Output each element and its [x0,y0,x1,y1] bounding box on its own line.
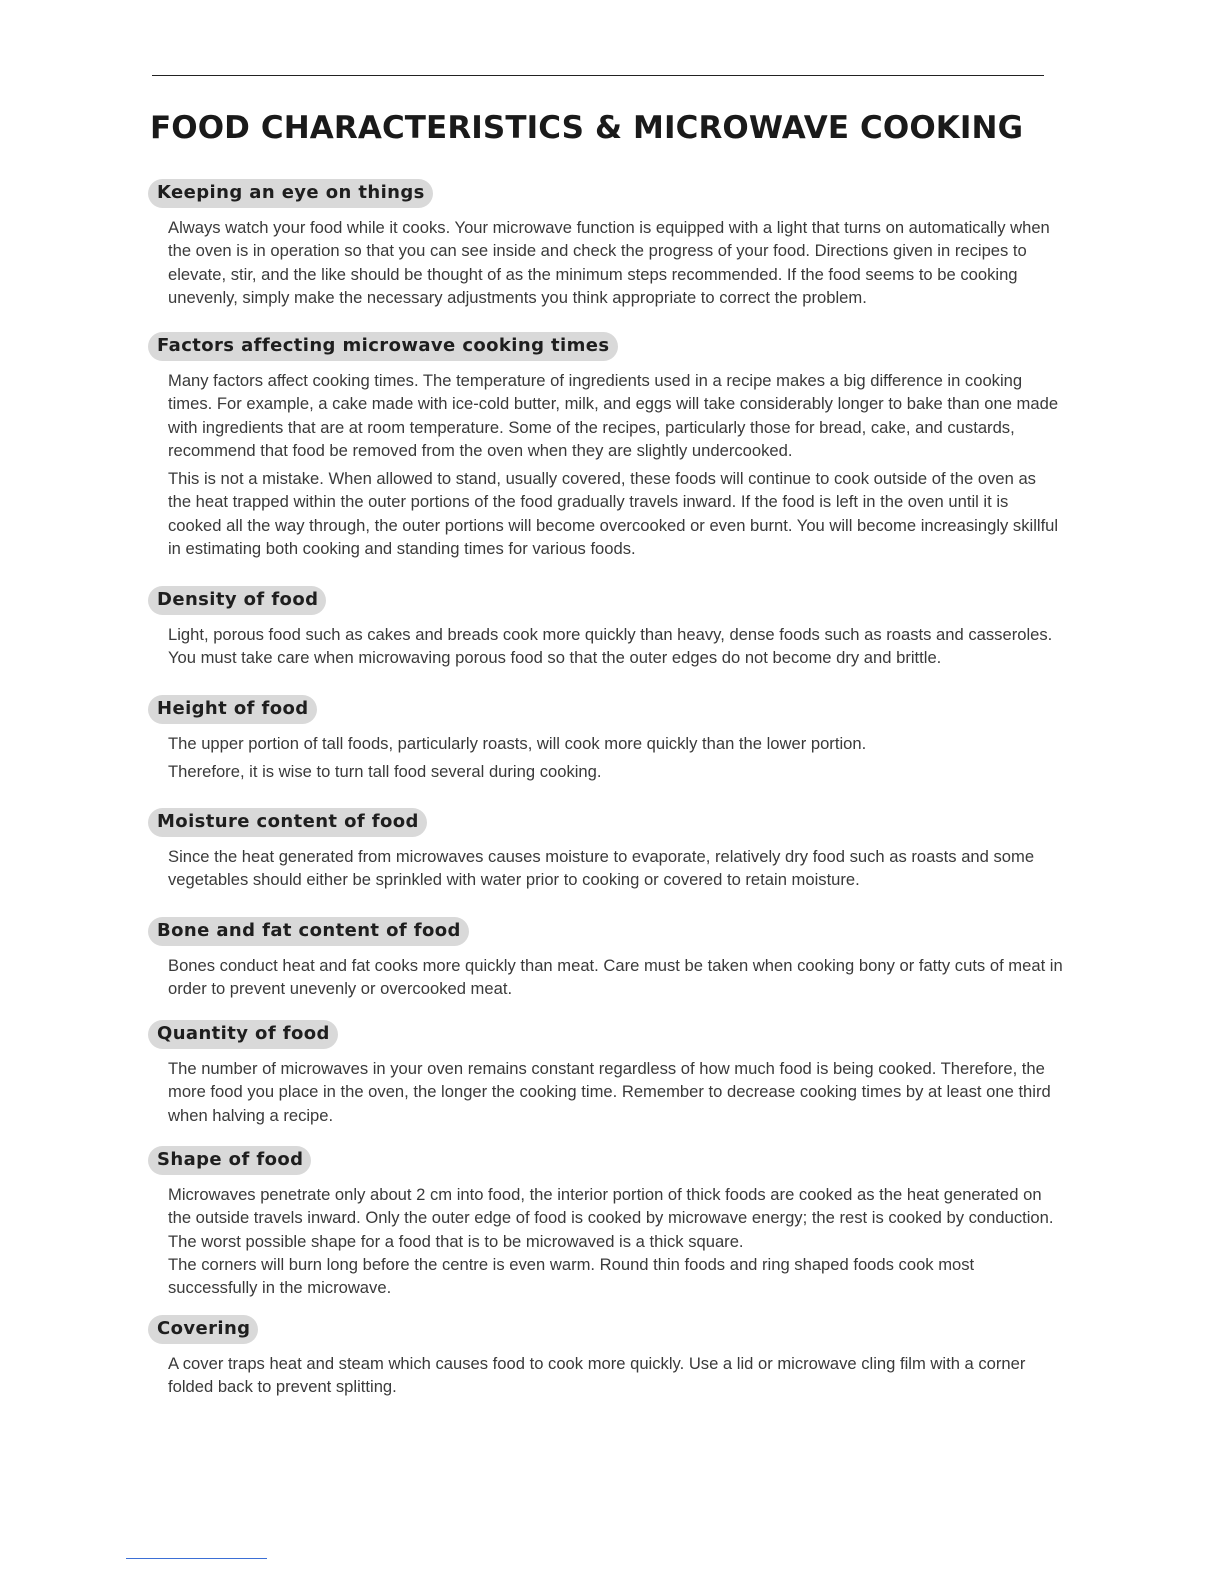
section-paragraph: Always watch your food while it cooks. Your microwave function is equipped with a light that turns on automatically when the oven is in operation so that you can see inside and check the progress of your food. Directions given in recipes to elevate, stir, and the like should be thought of as the minimum steps recommended. If the food seems to be cooking unevenly, simply make the necessary adjustments you think appropriate to correct the problem. [168,218,1050,307]
section-heading: Height of food [148,695,317,724]
section-paragraph: Light, porous food such as cakes and breads cook more quickly than heavy, dense foods such as roasts and casseroles. You must take care when microwaving porous food so that the outer edges do not become dry and brittle. [168,625,1053,668]
section-paragraph: A cover traps heat and steam which causes food to cook more quickly. Use a lid or microwave cling film with a corner folded back to prevent splitting. [168,1354,1026,1397]
section-paragraph: The number of microwaves in your oven remains constant regardless of how much food is being cooked. Therefore, the more food you place in the oven, the longer the cooking time. Remember to decrease cooking times by at least one third when halving a recipe. [168,1059,1051,1125]
section-heading: Shape of food [148,1146,311,1175]
section-covering [148,1315,1068,1399]
top-divider [152,75,1044,76]
section-keeping-an-eye [148,179,1068,309]
section-paragraph: Since the heat generated from microwaves causes moisture to evaporate, relatively dry food such as roasts and some vegetables should either be sprinkled with water prior to cooking or covered to retain moisture. [168,847,1035,890]
page-title: FOOD CHARACTERISTICS & MICROWAVE COOKING [150,110,1024,146]
footer-divider [126,1558,267,1559]
section-shape [148,1146,1068,1299]
section-paragraph: Therefore, it is wise to turn tall food several during cooking. [168,762,602,782]
section-paragraph: The upper portion of tall foods, particularly roasts, will cook more quickly than the lower portion. [168,734,867,753]
section-quantity [148,1020,1068,1127]
section-bone-fat [148,917,1068,1001]
section-paragraph: Microwaves penetrate only about 2 cm into food, the interior portion of thick foods are cooked as the heat generated on the outside travels inward. Only the outer edge of food is cooked by microwave energy; the rest is cooked by conduction. The worst possible shape for a food that is to be microwaved is a thick square. [168,1185,1054,1251]
section-heading: Moisture content of food [148,808,427,837]
section-paragraph: The corners will burn long before the centre is even warm. Round thin foods and ring shaped foods cook most successfully in the microwave. [168,1254,975,1298]
section-heading: Bone and fat content of food [148,917,469,946]
section-heading: Quantity of food [148,1020,338,1049]
section-paragraph: Many factors affect cooking times. The temperature of ingredients used in a recipe makes a big difference in cooking times. For example, a cake made with ice-cold butter, milk, and eggs will take considerably longer to bake than one made with ingredients that are at room temperature. Some of the recipes, particularly those for bread, cake, and custards, recommend that food be removed from the oven when they are slightly undercooked. [168,371,1059,460]
section-paragraph: Bones conduct heat and fat cooks more quickly than meat. Care must be taken when cooking bony or fatty cuts of meat in order to prevent unevenly or overcooked meat. [168,956,1063,999]
section-moisture [148,808,1068,892]
section-density [148,586,1068,670]
section-heading: Density of food [148,586,326,615]
section-heading: Factors affecting microwave cooking times [148,332,618,361]
section-heading: Covering [148,1315,258,1344]
section-paragraph: This is not a mistake. When allowed to stand, usually covered, these foods will continue to cook outside of the oven as the heat trapped within the outer portions of the food gradually travels inward. If the food is left in the oven until it is cooked all the way through, the outer portions will become overcooked or even burnt. You will become increasingly skillful in estimating both cooking and standing times for various foods. [168,469,1059,559]
section-height [148,695,1068,784]
section-heading: Keeping an eye on things [148,179,433,208]
section-cooking-times [148,332,1068,560]
